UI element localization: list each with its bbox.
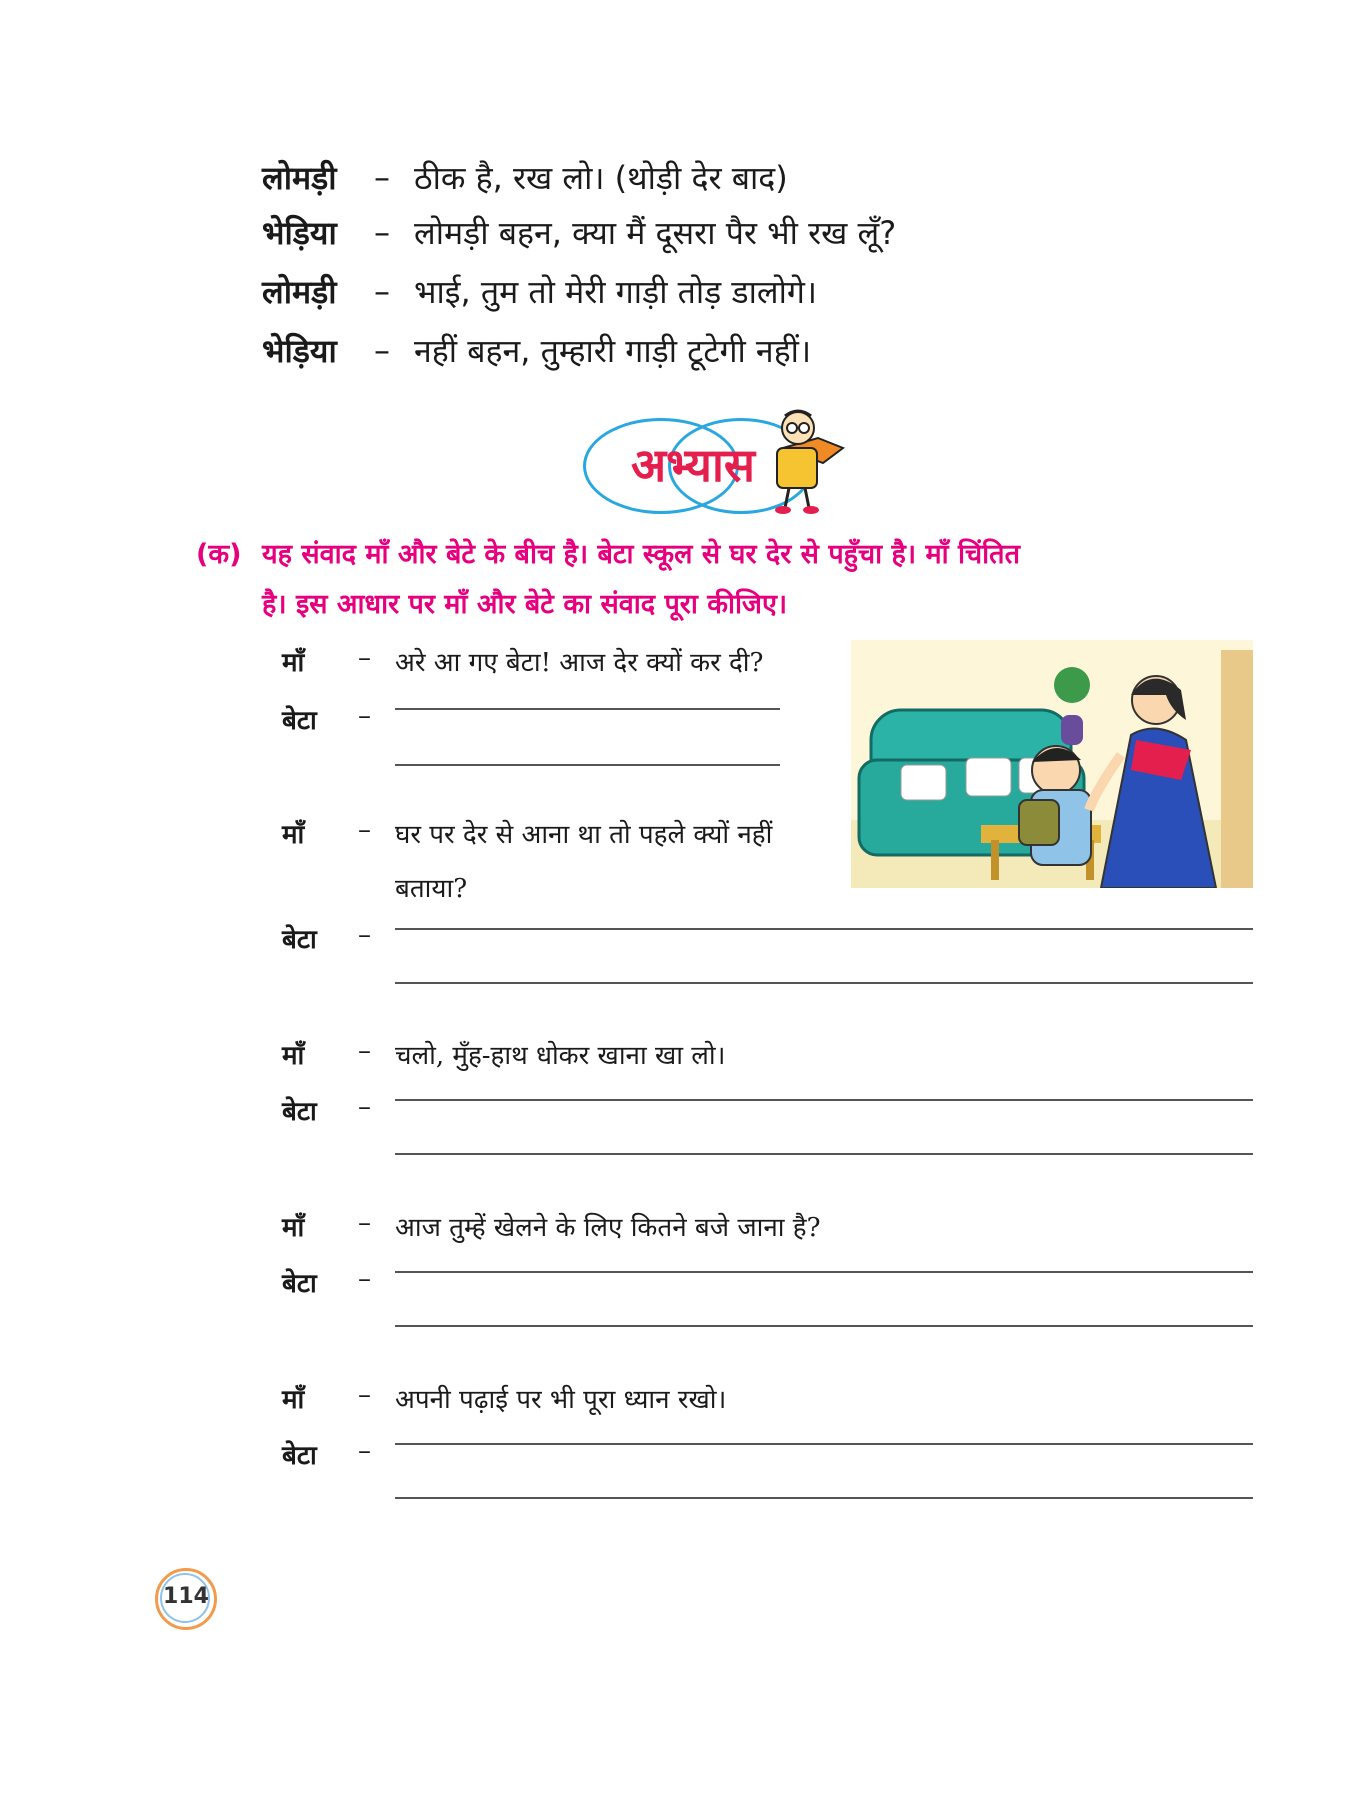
- dash: –: [358, 920, 371, 950]
- exercise-number: (क): [196, 539, 242, 570]
- dialogue-text: आज तुम्हें खेलने के लिए कितने बजे जाना है?: [395, 1213, 821, 1243]
- story-text: नहीं बहन, तुम्हारी गाड़ी टूटेगी नहीं।: [414, 331, 812, 370]
- story-speaker: लोमड़ी: [262, 272, 337, 311]
- answer-line[interactable]: [395, 928, 1253, 930]
- answer-line[interactable]: [395, 1497, 1253, 1499]
- dash: –: [358, 643, 371, 673]
- speaker-beta: बेटा: [282, 1097, 317, 1127]
- dash: –: [358, 701, 371, 731]
- dialogue-text: घर पर देर से आना था तो पहले क्यों नहीं: [395, 820, 773, 850]
- instruction-line: यह संवाद माँ और बेटे के बीच है। बेटा स्कूल से घर देर से पहुँचा है। माँ चिंतित: [262, 539, 1020, 570]
- answer-line[interactable]: [395, 1099, 1253, 1101]
- dash: –: [358, 1208, 371, 1238]
- story-text: भाई, तुम तो मेरी गाड़ी तोड़ डालोगे।: [414, 272, 818, 311]
- dialogue-text: अरे आ गए बेटा! आज देर क्यों कर दी?: [395, 648, 764, 678]
- speaker-beta: बेटा: [282, 925, 317, 955]
- story-dash: –: [374, 331, 390, 369]
- dash: –: [358, 1092, 371, 1122]
- page-number: [155, 1568, 217, 1630]
- story-speaker: भेड़िया: [262, 331, 337, 370]
- dash: –: [358, 1436, 371, 1466]
- mother-son-illustration: [851, 640, 1253, 888]
- speaker-beta: बेटा: [282, 706, 317, 736]
- page-number-text: 114: [163, 1584, 209, 1609]
- speaker-beta: बेटा: [282, 1269, 317, 1299]
- speaker-maa: माँ: [282, 1213, 305, 1243]
- answer-line[interactable]: [395, 1271, 1253, 1273]
- story-speaker: भेड़िया: [262, 213, 337, 252]
- story-dash: –: [374, 158, 390, 196]
- dash: –: [358, 1264, 371, 1294]
- story-dash: –: [374, 272, 390, 310]
- dash: –: [358, 1036, 371, 1066]
- answer-line[interactable]: [395, 1153, 1253, 1155]
- answer-line[interactable]: [395, 1325, 1253, 1327]
- answer-line[interactable]: [395, 1443, 1253, 1445]
- speaker-maa: माँ: [282, 1385, 305, 1415]
- dash: –: [358, 815, 371, 845]
- speaker-maa: माँ: [282, 820, 305, 850]
- heading-title: अभ्यास: [631, 438, 755, 492]
- answer-line[interactable]: [395, 764, 780, 766]
- story-dash: –: [374, 213, 390, 251]
- answer-line[interactable]: [395, 708, 780, 710]
- dialogue-text-continued: बताया?: [395, 874, 468, 904]
- instruction-line: है। इस आधार पर माँ और बेटे का संवाद पूरा कीजिए।: [262, 589, 788, 620]
- dialogue-text: अपनी पढ़ाई पर भी पूरा ध्यान रखो।: [395, 1385, 727, 1415]
- speaker-beta: बेटा: [282, 1441, 317, 1471]
- story-text: लोमड़ी बहन, क्या मैं दूसरा पैर भी रख लूँ?: [414, 213, 897, 252]
- story-speaker: लोमड़ी: [262, 158, 337, 197]
- speaker-maa: माँ: [282, 648, 305, 678]
- mother-son-illustration-icon: [851, 640, 1253, 888]
- story-text: ठीक है, रख लो। (थोड़ी देर बाद): [414, 158, 788, 197]
- answer-line[interactable]: [395, 982, 1253, 984]
- dialogue-text: चलो, मुँह-हाथ धोकर खाना खा लो।: [395, 1041, 726, 1071]
- speaker-maa: माँ: [282, 1041, 305, 1071]
- dash: –: [358, 1380, 371, 1410]
